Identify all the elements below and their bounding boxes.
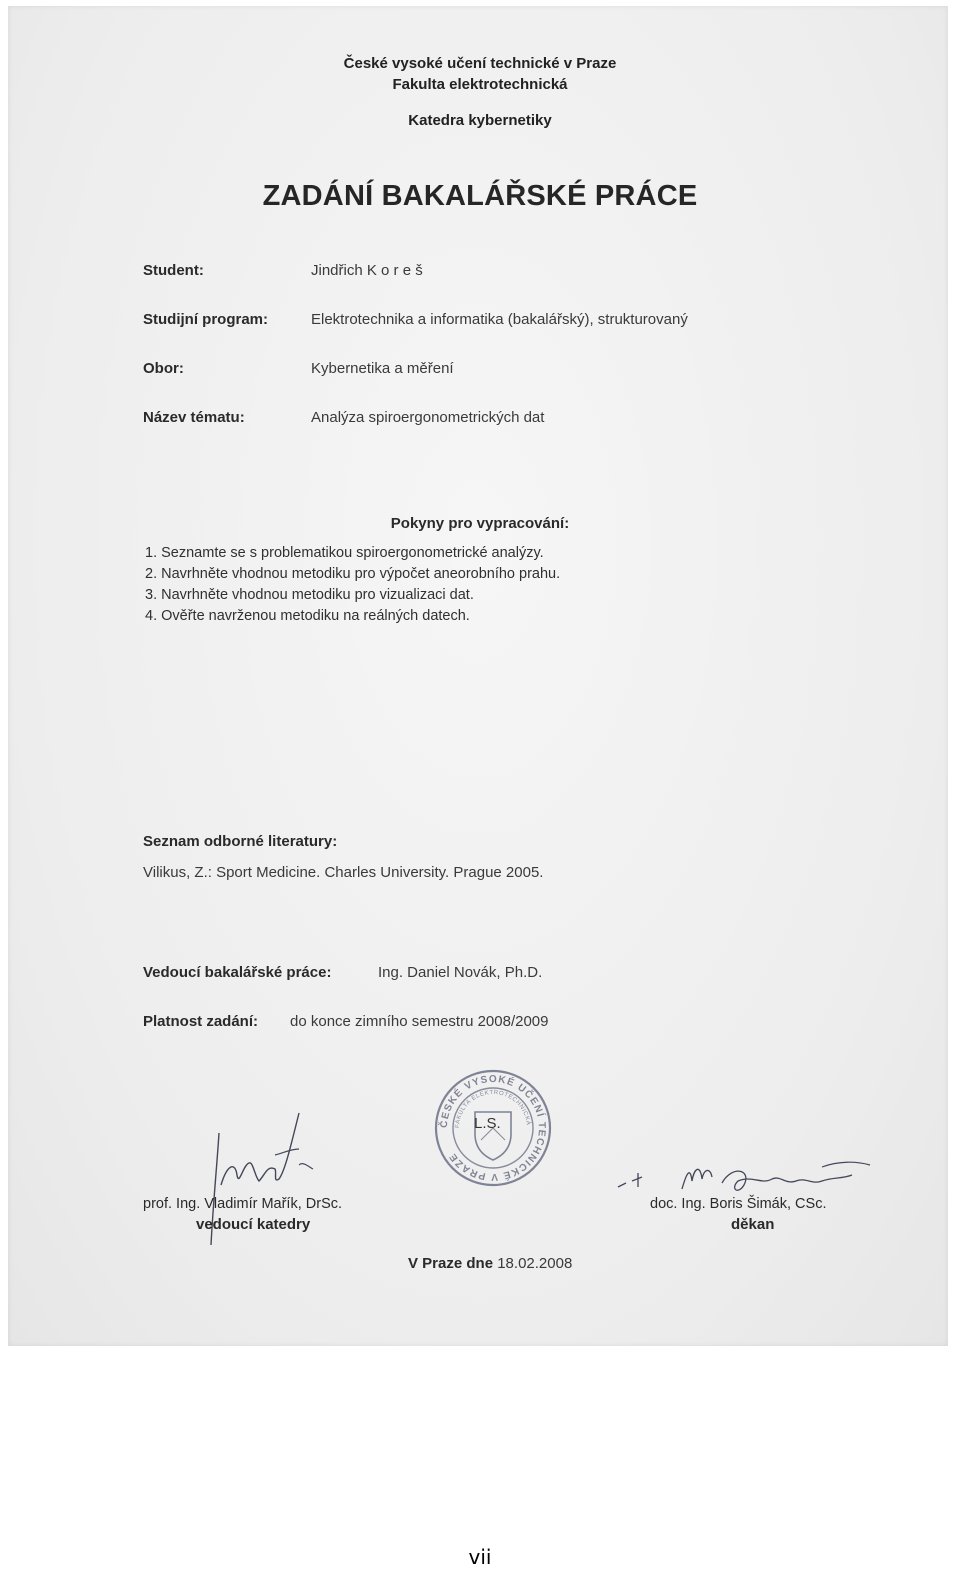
page-number: vii: [468, 1545, 492, 1569]
instruction-item: 3. Navrhněte vhodnou metodiku pro vizualizaci dat.: [145, 587, 474, 603]
validity-label: Platnost zadání:: [143, 1013, 259, 1030]
field-value-topic: Analýza spiroergonometrických dat: [311, 409, 545, 426]
document-title: ZADÁNÍ BAKALÁŘSKÉ PRÁCE: [262, 180, 698, 212]
instruction-item: 1. Seznamte se s problematikou spiroergonometrické analýzy.: [145, 545, 544, 561]
field-label-field: Obor:: [143, 360, 184, 377]
field-label-topic: Název tématu:: [143, 409, 245, 426]
date-line: [408, 1255, 572, 1272]
literature-heading: Seznam odborné literatury:: [143, 833, 338, 850]
instruction-item: 4. Ověřte navrženou metodiku na reálných datech.: [145, 608, 470, 624]
stamp-ring-text: ČESKÉ VYSOKÉ UČENÍ TECHNICKÉ V PRAZE: [438, 1073, 548, 1183]
literature-entry: Vilikus, Z.: Sport Medicine. Charles University. Prague 2005.: [143, 864, 544, 881]
date-label: V Praze dne: [408, 1255, 494, 1272]
signature-left-name: prof. Ing. Vladimír Mařík, DrSc.: [143, 1196, 343, 1212]
stamp-center-text: L.S.: [474, 1115, 501, 1132]
instructions-heading: Pokyny pro vypracování:: [390, 515, 570, 532]
signature-right-role: děkan: [731, 1216, 775, 1233]
field-label-program: Studijní program:: [143, 311, 268, 328]
stamp-inner-text: FAKULTA ELEKTROTECHNICKÁ: [454, 1089, 531, 1129]
field-value-program: Elektrotechnika a informatika (bakalářský), strukturovaný: [311, 311, 688, 328]
field-value-field: Kybernetika a měření: [311, 360, 454, 377]
signature-right-name: doc. Ing. Boris Šimák, CSc.: [650, 1196, 827, 1212]
date-value: 18.02.2008: [497, 1255, 573, 1272]
signature-left-role: vedoucí katedry: [196, 1216, 311, 1233]
supervisor-name: Ing. Daniel Novák, Ph.D.: [378, 964, 543, 981]
field-label-student: Student:: [143, 262, 204, 279]
field-value-student: Jindřich K o r e š: [311, 262, 423, 279]
validity-value: do konce zimního semestru 2008/2009: [290, 1013, 549, 1030]
faculty-name: Fakulta elektrotechnická: [392, 76, 568, 93]
university-name: České vysoké učení technické v Praze: [343, 55, 617, 72]
department-name: Katedra kybernetiky: [408, 112, 552, 129]
supervisor-label: Vedoucí bakalářské práce:: [143, 964, 332, 981]
instruction-item: 2. Navrhněte vhodnou metodiku pro výpočet aneorobního prahu.: [145, 566, 561, 582]
